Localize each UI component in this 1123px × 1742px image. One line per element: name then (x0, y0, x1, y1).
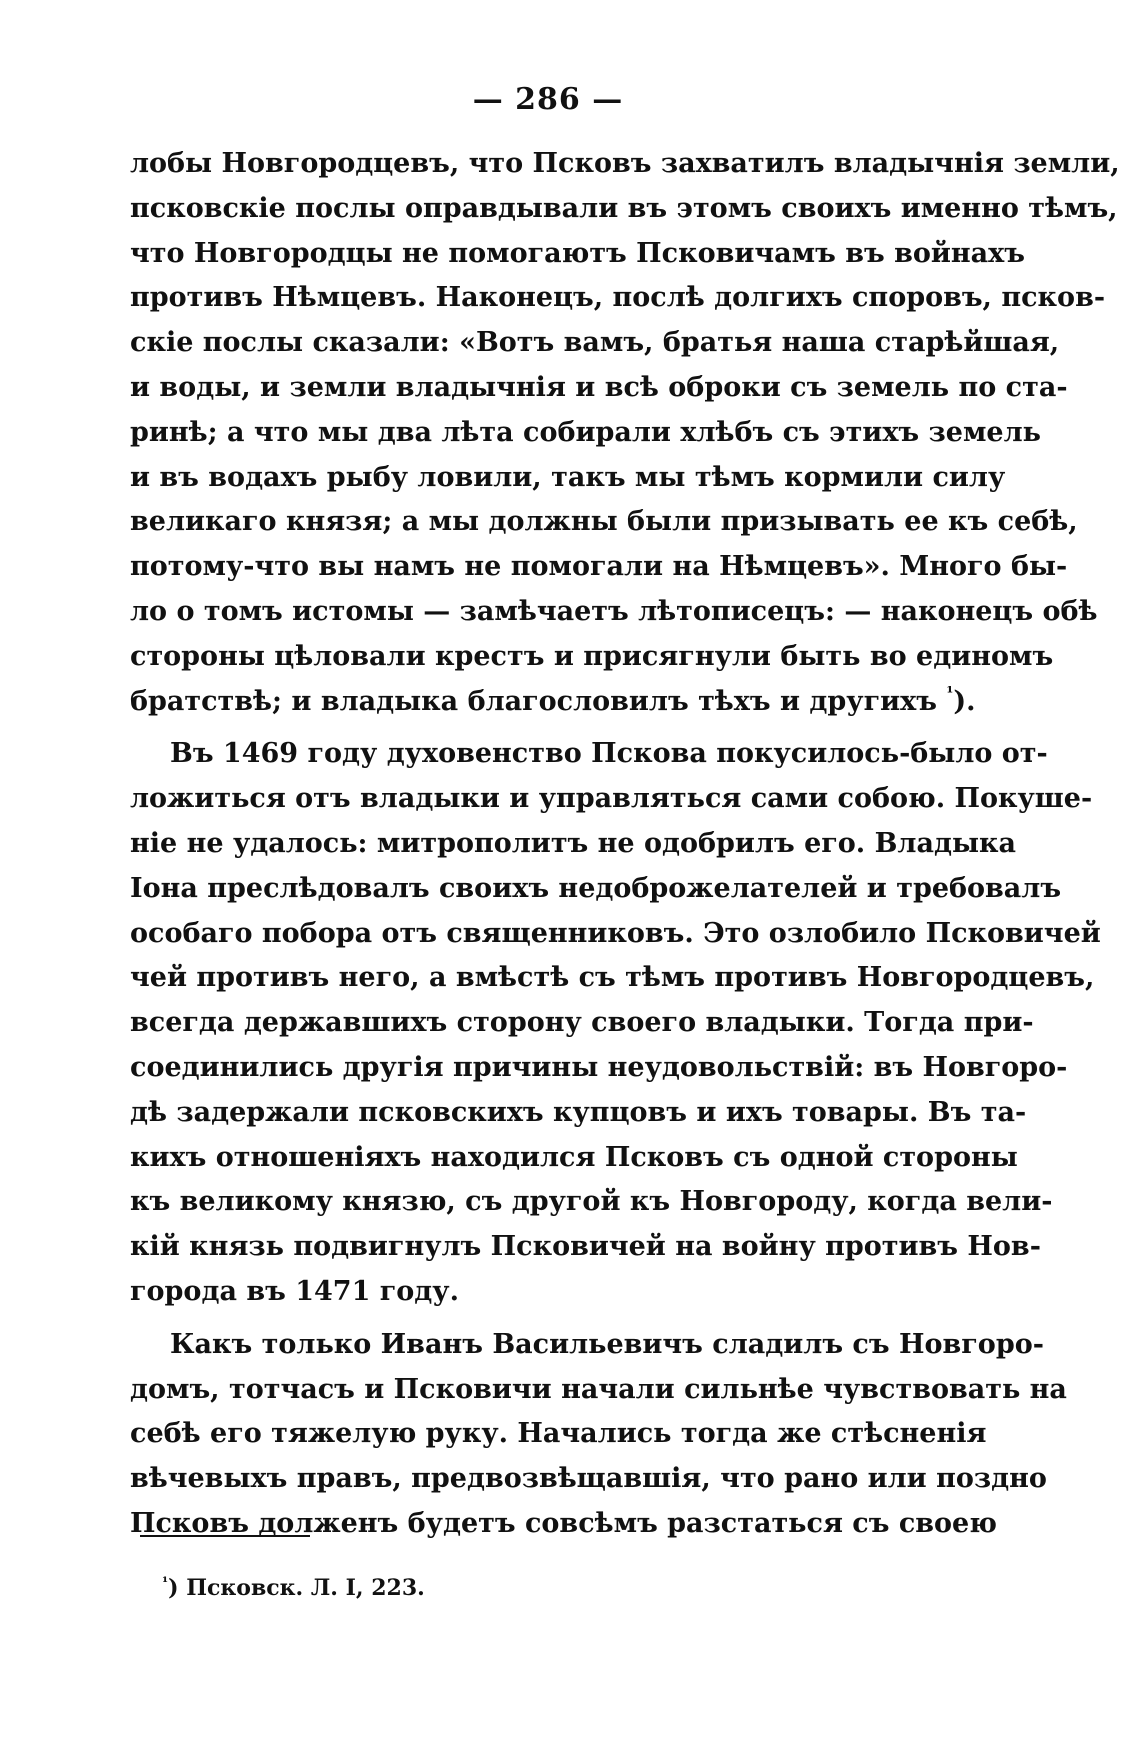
text-line: скіе послы сказали: «Вотъ вамъ, братья наша старѣйшая, (130, 327, 1060, 359)
paragraph-1 (130, 142, 1120, 724)
text-line: чей противъ него, а вмѣстѣ съ тѣмъ противъ Новгородцевъ, (130, 962, 1095, 994)
text-line: противъ Нѣмцевъ. Наконецъ, послѣ долгихъ споровъ, псков- (130, 282, 1106, 314)
text-line: псковскіе послы оправдывали въ этомъ своихъ именно тѣмъ, (130, 192, 1118, 224)
text-line: особаго побора отъ священниковъ. Это озлобило Псковичей (130, 917, 1101, 949)
paragraph-gap (130, 1315, 966, 1323)
text-line: соединились другія причины неудовольствій: въ Новгоро- (130, 1051, 1068, 1083)
text-line: всегда державшихъ сторону своего владыки. Тогда при- (130, 1007, 1034, 1039)
paragraph-3 (130, 1323, 1067, 1547)
text-line: ніе не удалось: митрополитъ не одобрилъ его. Владыка (130, 827, 1017, 859)
text-line: города въ 1471 году. (130, 1275, 459, 1307)
text-line: потому-что вы намъ не помогали на Нѣмцевъ». Много бы- (130, 551, 1068, 583)
book-page (130, 70, 1120, 1690)
text-line: ринѣ; а что мы два лѣта собирали хлѣбъ съ этихъ земель (130, 416, 1041, 448)
text-line-fragment: братствѣ; и владыка благословилъ тѣхъ и другихъ (130, 685, 937, 717)
text-line: кій князь подвигнулъ Псковичей на войну противъ Нов- (130, 1231, 1041, 1263)
text-line: и въ водахъ рыбу ловили, такъ мы тѣмъ кормили силу (130, 461, 1006, 493)
text-line: лобы Новгородцевъ, что Псковъ захватилъ владычнія земли, (130, 148, 1120, 179)
footnote (162, 1570, 425, 1606)
footnote-divider (140, 1535, 310, 1537)
footnote-text: ) Псковск. Л. I, 223. (168, 1575, 425, 1601)
text-line: Іона преслѣдовалъ своихъ недоброжелателей и требовалъ (130, 872, 1062, 904)
paragraph-2 (130, 732, 1101, 1314)
text-line: что Новгородцы не помогаютъ Псковичамъ въ войнахъ (130, 237, 1025, 269)
text-line: и воды, и земли владычнія и всѣ оброки съ земель по ста- (130, 371, 1068, 403)
footnote-reference: ¹ (946, 682, 954, 702)
text-line: къ великому князю, съ другой къ Новгороду, когда вели- (130, 1186, 1053, 1218)
text-line: ложиться отъ владыки и управляться сами собою. Покуше- (130, 783, 1093, 815)
text-line: домъ, тотчасъ и Псковичи начали сильнѣе чувствовать на (130, 1373, 1067, 1405)
text-line: Какъ только Иванъ Васильевичъ сладилъ съ Новгоро- (170, 1328, 1044, 1360)
footnote-marker: ¹ (162, 1575, 169, 1591)
text-line: стороны цѣловали крестъ и присягнули быть во единомъ (130, 640, 1054, 672)
page-number: — 286 — (472, 82, 624, 117)
text-line: себѣ его тяжелую руку. Начались тогда же стѣсненія (130, 1418, 987, 1450)
text-line: ло о томъ истомы — замѣчаетъ лѣтописецъ: — наконецъ обѣ (130, 595, 1098, 627)
text-line-with-footnote-ref (130, 680, 976, 725)
paragraph-gap (130, 724, 966, 732)
text-line: Псковъ долженъ будетъ совсѣмъ разстаться съ своею (130, 1507, 997, 1539)
text-line-fragment: ). (953, 685, 976, 717)
text-line: Въ 1469 году духовенство Пскова покусилось-было от- (170, 738, 1048, 770)
text-line: кихъ отношеніяхъ находился Псковъ съ одной стороны (130, 1141, 1018, 1173)
text-line: дѣ задержали псковскихъ купцовъ и ихъ товары. Въ та- (130, 1096, 1027, 1128)
text-line: великаго князя; а мы должны были призывать ее къ себѣ, (130, 506, 1078, 538)
text-line: вѣчевыхъ правъ, предвозвѣщавшія, что рано или поздно (130, 1463, 1047, 1495)
